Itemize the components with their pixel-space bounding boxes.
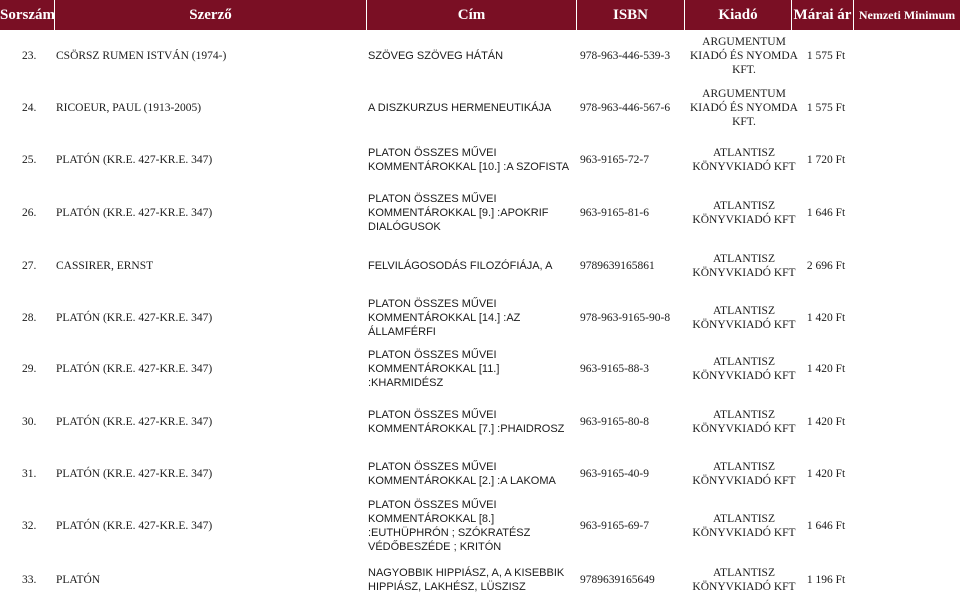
cell-title-line: PLATON ÖSSZES MŰVEI	[368, 409, 497, 421]
cell-num: 32.	[22, 520, 37, 532]
cell-publisher-line: KIADÓ ÉS NYOMDA	[690, 102, 798, 114]
cell-title-line: KOMMENTÁROKKAL [8.]	[368, 513, 495, 525]
cell-num: 27.	[22, 260, 37, 272]
cell-author: PLATÓN (KR.E. 427-KR.E. 347)	[56, 154, 213, 166]
cell-price: 1 646 Ft	[806, 207, 846, 219]
cell-publisher	[684, 240, 804, 292]
cell-price: 1 420 Ft	[806, 468, 846, 480]
cell-title	[368, 500, 580, 552]
cell-title-line: A DISZKURZUS HERMENEUTIKÁJA	[368, 102, 552, 114]
cell-publisher	[684, 187, 804, 239]
cell-publisher	[684, 448, 804, 500]
cell-num: 29.	[22, 363, 37, 375]
table-row[interactable]	[0, 554, 960, 606]
cell-title	[368, 82, 580, 134]
cell-author: PLATÓN	[56, 574, 101, 586]
cell-price: 1 420 Ft	[806, 416, 846, 428]
cell-isbn: 963-9165-40-9	[580, 468, 649, 480]
cell-publisher-line: ATLANTISZ	[713, 305, 775, 317]
cell-isbn: 963-9165-72-7	[580, 154, 649, 166]
cell-title	[368, 30, 580, 82]
table-row[interactable]	[0, 292, 960, 344]
cell-title	[368, 396, 580, 448]
cell-num: 30.	[22, 416, 37, 428]
cell-title-line: :KHARMIDÉSZ	[368, 377, 444, 389]
cell-author: PLATÓN (KR.E. 427-KR.E. 347)	[56, 312, 213, 324]
cell-title-line: PLATON ÖSSZES MŰVEI	[368, 193, 497, 205]
table-row[interactable]	[0, 500, 960, 552]
cell-title	[368, 292, 580, 344]
cell-title-line: KOMMENTÁROKKAL [2.] :A LAKOMA	[368, 475, 556, 487]
cell-publisher	[684, 134, 804, 186]
cell-isbn: 963-9165-69-7	[580, 520, 649, 532]
cell-isbn: 9789639165649	[580, 574, 655, 586]
column-header-isbn[interactable]: ISBN	[577, 0, 685, 30]
cell-publisher-line: KÖNYVKIADÓ KFT	[692, 527, 796, 539]
cell-author: PLATÓN (KR.E. 427-KR.E. 347)	[56, 416, 213, 428]
cell-price: 1 420 Ft	[806, 312, 846, 324]
column-header-price[interactable]: Márai ár	[792, 0, 854, 30]
cell-isbn: 978-963-9165-90-8	[580, 312, 671, 324]
cell-num: 26.	[22, 207, 37, 219]
cell-title	[368, 343, 580, 395]
cell-num: 25.	[22, 154, 37, 166]
cell-publisher-line: KÖNYVKIADÓ KFT	[692, 423, 796, 435]
table-row[interactable]	[0, 30, 960, 82]
table-row[interactable]	[0, 343, 960, 395]
cell-author: PLATÓN (KR.E. 427-KR.E. 347)	[56, 520, 213, 532]
cell-price: 1 575 Ft	[806, 102, 846, 114]
table-row[interactable]	[0, 240, 960, 292]
cell-title	[368, 187, 580, 239]
cell-publisher	[684, 82, 804, 134]
cell-publisher-line: ATLANTISZ	[713, 513, 775, 525]
cell-num: 31.	[22, 468, 37, 480]
cell-price: 1 646 Ft	[806, 520, 846, 532]
cell-title-line: KOMMENTÁROKKAL [14.] :AZ	[368, 312, 521, 324]
cell-publisher-line: KÖNYVKIADÓ KFT	[692, 370, 796, 382]
cell-publisher-line: KÖNYVKIADÓ KFT	[692, 475, 796, 487]
cell-publisher	[684, 396, 804, 448]
column-header-title[interactable]: Cím	[367, 0, 577, 30]
cell-publisher-line: KFT.	[732, 64, 756, 76]
cell-isbn: 9789639165861	[580, 260, 655, 272]
cell-author: RICOEUR, PAUL (1913-2005)	[56, 102, 202, 114]
cell-publisher-line: ATLANTISZ	[713, 147, 775, 159]
cell-isbn: 978-963-446-567-6	[580, 102, 671, 114]
table-header	[0, 0, 960, 30]
cell-publisher-line: ATLANTISZ	[713, 409, 775, 421]
cell-num: 23.	[22, 50, 37, 62]
cell-publisher-line: KÖNYVKIADÓ KFT	[692, 267, 796, 279]
table-row[interactable]	[0, 448, 960, 500]
cell-title-line: DIALÓGUSOK	[368, 221, 441, 233]
cell-publisher	[684, 554, 804, 606]
cell-publisher-line: KIADÓ ÉS NYOMDA	[690, 50, 798, 62]
cell-publisher-line: KÖNYVKIADÓ KFT	[692, 319, 796, 331]
cell-price: 1 420 Ft	[806, 363, 846, 375]
cell-title-line: :EUTHÜPHRÓN ; SZÓKRATÉSZ	[368, 527, 531, 539]
cell-publisher-line: ATLANTISZ	[713, 200, 775, 212]
cell-isbn: 978-963-446-539-3	[580, 50, 671, 62]
column-header-publisher[interactable]: Kiadó	[685, 0, 792, 30]
cell-publisher	[684, 343, 804, 395]
cell-title-line: HIPPIÁSZ, LAKHÉSZ, LÜSZISZ	[368, 581, 526, 593]
cell-title-line: PLATON ÖSSZES MŰVEI	[368, 298, 497, 310]
cell-publisher-line: ATLANTISZ	[713, 356, 775, 368]
table-row[interactable]	[0, 134, 960, 186]
cell-title-line: KOMMENTÁROKKAL [11.]	[368, 363, 500, 375]
cell-isbn: 963-9165-80-8	[580, 416, 649, 428]
cell-title-line: ÁLLAMFÉRFI	[368, 326, 436, 338]
column-header-num[interactable]: Sorszám	[0, 0, 55, 30]
cell-publisher-line: KFT.	[732, 116, 756, 128]
cell-publisher	[684, 30, 804, 82]
cell-publisher-line: ATLANTISZ	[713, 253, 775, 265]
cell-title-line: SZÖVEG SZÖVEG HÁTÁN	[368, 50, 504, 62]
cell-publisher-line: ARGUMENTUM	[702, 88, 786, 100]
cell-title-line: VÉDŐBESZÉDE ; KRITÓN	[368, 541, 502, 553]
cell-publisher-line: KÖNYVKIADÓ KFT	[692, 161, 796, 173]
table-row[interactable]	[0, 396, 960, 448]
cell-title	[368, 134, 580, 186]
cell-publisher-line: KÖNYVKIADÓ KFT	[692, 581, 796, 593]
cell-publisher	[684, 292, 804, 344]
cell-title-line: PLATON ÖSSZES MŰVEI	[368, 461, 497, 473]
cell-price: 1 196 Ft	[806, 574, 846, 586]
cell-publisher-line: ARGUMENTUM	[702, 36, 786, 48]
table-row[interactable]	[0, 187, 960, 239]
column-header-min[interactable]: Nemzeti Minimum	[858, 8, 956, 22]
cell-title-line: PLATON ÖSSZES MŰVEI	[368, 147, 497, 159]
cell-author: CASSIRER, ERNST	[56, 260, 154, 272]
cell-title-line: KOMMENTÁROKKAL [7.] :PHAIDROSZ	[368, 423, 565, 435]
cell-price: 2 696 Ft	[806, 260, 846, 272]
cell-num: 24.	[22, 102, 37, 114]
cell-author: CSÖRSZ RUMEN ISTVÁN (1974-)	[56, 50, 227, 62]
cell-title-line: PLATON ÖSSZES MŰVEI	[368, 349, 497, 361]
cell-title	[368, 448, 580, 500]
cell-num: 33.	[22, 574, 37, 586]
cell-author: PLATÓN (KR.E. 427-KR.E. 347)	[56, 207, 213, 219]
table-body	[0, 30, 960, 604]
cell-author: PLATÓN (KR.E. 427-KR.E. 347)	[56, 363, 213, 375]
cell-publisher-line: ATLANTISZ	[713, 461, 775, 473]
cell-author: PLATÓN (KR.E. 427-KR.E. 347)	[56, 468, 213, 480]
cell-num: 28.	[22, 312, 37, 324]
cell-title-line: NAGYOBBIK HIPPIÁSZ, A, A KISEBBIK	[368, 567, 565, 579]
cell-isbn: 963-9165-88-3	[580, 363, 649, 375]
table-row[interactable]	[0, 82, 960, 134]
cell-title-line: PLATON ÖSSZES MŰVEI	[368, 499, 497, 511]
cell-publisher-line: ATLANTISZ	[713, 567, 775, 579]
cell-price: 1 575 Ft	[806, 50, 846, 62]
cell-title	[368, 240, 580, 292]
cell-isbn: 963-9165-81-6	[580, 207, 649, 219]
cell-publisher	[684, 500, 804, 552]
cell-title-line: KOMMENTÁROKKAL [9.] :APOKRIF	[368, 207, 549, 219]
cell-price: 1 720 Ft	[806, 154, 846, 166]
cell-publisher-line: KÖNYVKIADÓ KFT	[692, 214, 796, 226]
cell-title	[368, 554, 580, 606]
cell-title-line: FELVILÁGOSODÁS FILOZÓFIÁJA, A	[368, 260, 553, 272]
cell-title-line: KOMMENTÁROKKAL [10.] :A SZOFISTA	[368, 161, 570, 173]
column-header-author[interactable]: Szerző	[55, 0, 367, 30]
